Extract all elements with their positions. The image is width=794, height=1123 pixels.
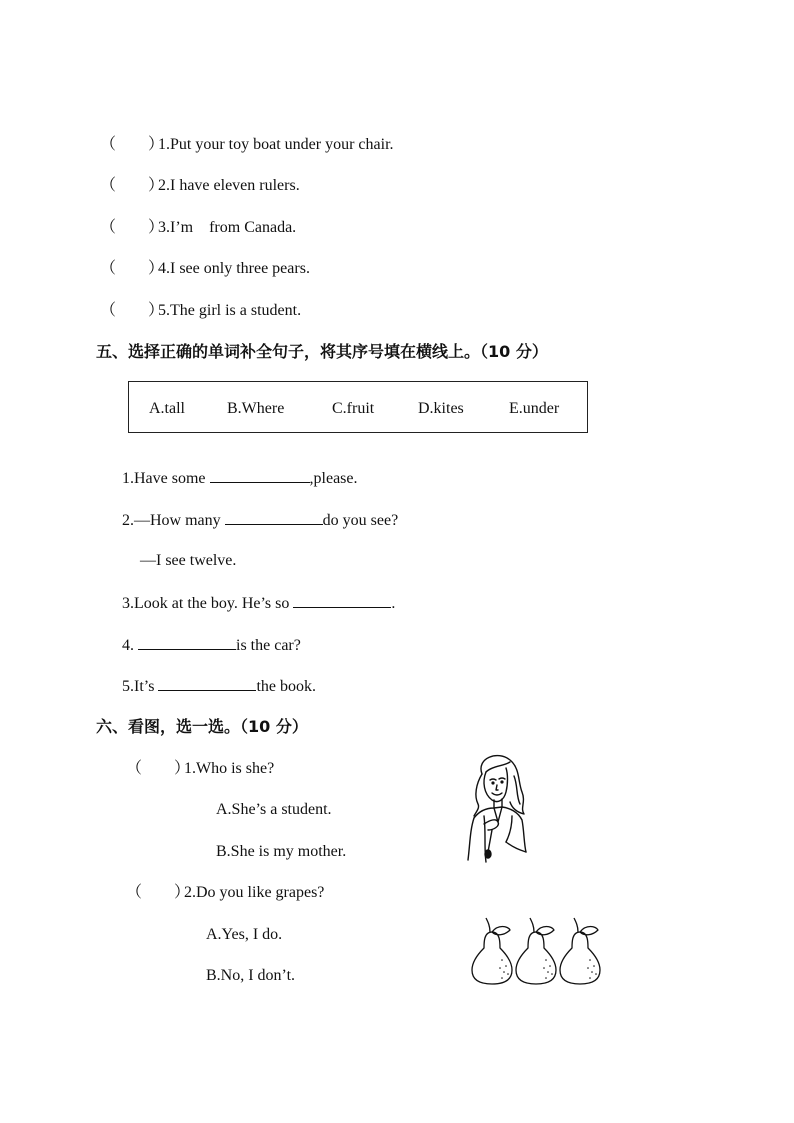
part5-q3 [122,592,395,614]
part6-q1-option-b: B.She is my mother. [216,843,347,860]
answer-blank[interactable] [225,509,323,525]
part4-item-3 [100,218,296,238]
part6-q2-option-b: B.No, I don’t. [206,967,296,984]
part4-item-5 [100,301,301,321]
item-text: 3.I’m from Canada. [158,219,297,236]
q-text: 1.Have some [122,470,210,487]
q-text: the book. [256,678,316,695]
part5-q4 [122,634,301,656]
woman-illustration [462,752,532,864]
q-text: 5.It’s [122,678,159,695]
answer-paren[interactable]: （ ） [126,884,191,901]
q-text: 3.Look at the boy. He’s so [122,595,294,612]
item-text: 5.The girl is a student. [158,302,302,319]
pear-icon [560,918,600,984]
part6-q2 [126,883,324,903]
answer-paren[interactable]: （ ） [100,136,165,153]
answer-paren[interactable]: （ ） [126,760,191,777]
q-text: . [391,595,396,612]
q-text: is the car? [236,637,301,654]
q-text: do you see? [322,512,399,529]
word-bank-box [128,381,588,433]
q-text: 1.Who is she? [184,760,275,777]
part4-item-2 [100,176,300,196]
part5-heading: 五、选择正确的单词补全句子，将其序号填在横线上。（10 分） [96,342,548,361]
part5-q1 [122,467,358,489]
answer-blank[interactable] [210,467,310,483]
pear-icon [516,918,556,984]
answer-paren[interactable]: （ ） [100,177,165,194]
answer-blank[interactable] [138,634,236,650]
word-option-c: C.fruit [332,400,375,417]
q-text: 4. [122,637,138,654]
word-option-b: B.Where [227,400,285,417]
answer-blank[interactable] [293,592,391,608]
part4-item-4 [100,259,310,279]
item-text: 1.Put your toy boat under your chair. [158,136,394,153]
item-text: 4.I see only three pears. [158,260,310,277]
part6-q2-option-a: A.Yes, I do. [206,926,283,943]
pear-icon [472,918,512,984]
part5-q2-answer: —I see twelve. [140,552,237,569]
answer-paren[interactable]: （ ） [100,260,165,277]
part6-q1 [126,759,274,779]
word-option-d: D.kites [418,400,464,417]
q-text: 2.Do you like grapes? [184,884,325,901]
part5-q2 [122,509,398,531]
pears-illustration [468,914,604,986]
part5-q5 [122,675,316,697]
answer-paren[interactable]: （ ） [100,219,165,236]
answer-paren[interactable]: （ ） [100,302,165,319]
part6-q1-option-a: A.She’s a student. [216,801,332,818]
part6-heading: 六、看图，选一选。（10 分） [96,717,308,736]
answer-blank[interactable] [158,675,256,691]
item-text: 2.I have eleven rulers. [158,177,300,194]
word-option-e: E.under [509,400,560,417]
q-text: ,please. [309,470,358,487]
word-option-a: A.tall [149,400,185,417]
q-text: 2.—How many [122,512,225,529]
part4-item-1 [100,135,394,155]
